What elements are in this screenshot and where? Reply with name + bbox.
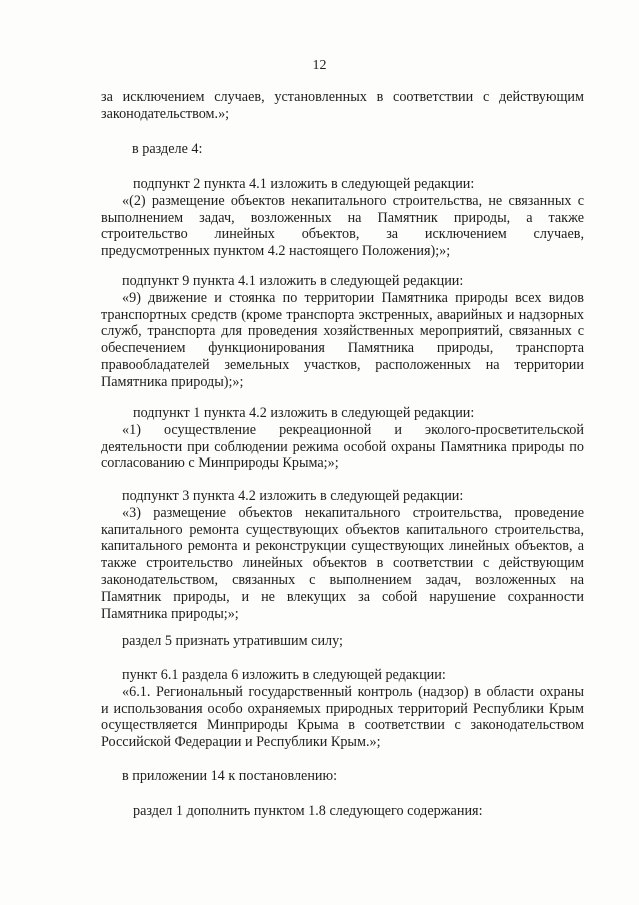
- paragraph-section-1: [101, 803, 584, 820]
- text-line: подпункт 1 пункта 4.2 изложить в следующей редакции:: [133, 405, 475, 421]
- text-line: выполнением задач, возложенных на Памятник природы, а также: [101, 209, 584, 226]
- text-line: обеспечением функционирования Памятника природы, транспорта: [101, 340, 584, 357]
- text-line: согласованию с Минприроды Крыма;»;: [101, 455, 339, 472]
- paragraph-4-1-2: [101, 176, 584, 260]
- text-line: в разделе 4:: [132, 141, 203, 157]
- paragraph-section-5: [101, 633, 584, 650]
- text-line: подпункт 2 пункта 4.1 изложить в следующей редакции:: [133, 176, 475, 192]
- text-line: в приложении 14 к постановлению:: [122, 768, 338, 784]
- text-line: служб, транспорта для проведения хозяйственных мероприятий, связанных с: [101, 323, 584, 340]
- text-line: за исключением случаев, установленных в соответствии с действующим: [101, 89, 584, 105]
- paragraph-4-2-3: [101, 488, 584, 622]
- text-line: законодательством.»;: [101, 105, 230, 122]
- text-line: Памятник природы, и не влекущих за собой нарушение сохранности: [101, 588, 584, 605]
- text-line: капитального ремонта и реконструкции существующих линейных объектов, а: [101, 538, 584, 555]
- text-line: «6.1. Региональный государственный контроль (надзор) в области охраны: [122, 683, 584, 700]
- text-line: правообладателей земельных участков, расположенных на территории: [101, 356, 584, 373]
- text-line: капитального ремонта существующих объектов капитального строительства,: [101, 521, 584, 538]
- paragraph-continuation: [101, 89, 584, 123]
- text-line: подпункт 9 пункта 4.1 изложить в следующей редакции:: [122, 273, 464, 289]
- text-line: «(2) размещение объектов некапитального строительства, не связанных с: [122, 192, 584, 209]
- paragraph-section-4: [101, 141, 584, 158]
- text-line: деятельности при соблюдении режима особой охраны Памятника природы по: [101, 438, 584, 455]
- paragraph-4-2-1: [101, 405, 584, 472]
- text-line: Российской Федерации и Республики Крым.»;: [101, 734, 381, 751]
- text-line: также строительство линейных объектов в соответствии с действующим: [101, 555, 584, 572]
- text-line: раздел 1 дополнить пунктом 1.8 следующего содержания:: [133, 803, 483, 819]
- text-line: подпункт 3 пункта 4.2 изложить в следующей редакции:: [122, 488, 464, 504]
- text-line: раздел 5 признать утратившим силу;: [122, 633, 343, 649]
- text-line: предусмотренных пунктом 4.2 настоящего Положения);»;: [101, 243, 451, 260]
- text-line: «1) осуществление рекреационной и эколого-просветительской: [122, 421, 584, 438]
- text-line: транспортных средств (кроме транспорта экстренных, аварийных и надзорных: [101, 306, 584, 323]
- text-line: осуществляется Минприроды Крыма в соответствии с законодательством: [101, 717, 584, 734]
- paragraph-4-1-9: [101, 273, 584, 391]
- text-line: законодательством, связанных с выполнением задач, возложенных на: [101, 571, 584, 588]
- text-line: Памятника природы;»;: [101, 605, 239, 622]
- paragraph-6-1: [101, 667, 584, 751]
- text-line: и использования особо охраняемых природных территорий Республики Крым: [101, 700, 584, 717]
- page-number: 12: [312, 58, 327, 73]
- paragraph-appendix-14: [101, 768, 584, 785]
- text-line: пункт 6.1 раздела 6 изложить в следующей редакции:: [122, 667, 446, 683]
- text-line: Памятника природы);»;: [101, 373, 244, 390]
- text-line: «3) размещение объектов некапитального строительства, проведение: [122, 504, 584, 521]
- text-line: строительство линейных объектов, за исключением случаев,: [101, 226, 584, 243]
- text-line: «9) движение и стоянка по территории Памятника природы всех видов: [122, 289, 584, 306]
